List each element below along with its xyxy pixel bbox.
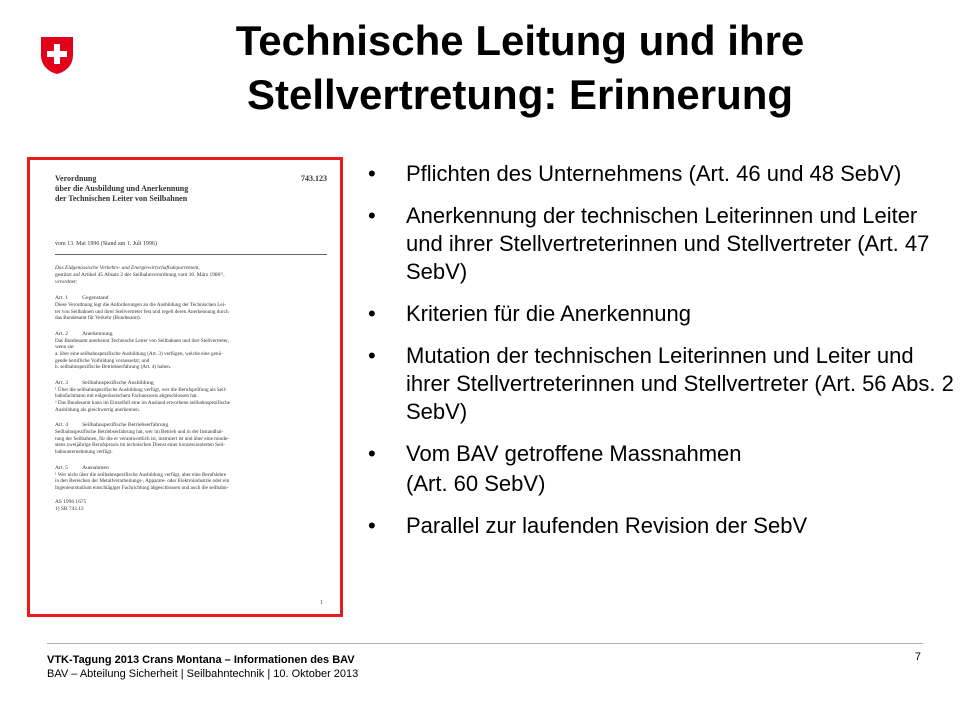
bullet-text: Pflichten des Unternehmens (Art. 46 und 48 SebV) (406, 161, 902, 186)
swiss-cross-shield-icon (37, 35, 77, 75)
article-text: Diese Verordnung legt die Anforderungen an die Ausbildung der Technischen Lei- ter von Seilbahnen und ihrer Stellvertreter fest und regelt deren Anerkennung durch das Bundesamt für Verkehr (Bundesamt). (55, 302, 229, 322)
article-heading: Seilbahnspezifische Betriebserfahrung (82, 422, 169, 429)
page-title: Technische Leitung und ihre Stellvertretung: Erinnerung (235, 17, 805, 118)
document-page-number: 1 (320, 600, 323, 606)
article-number: Art. 1 (55, 295, 69, 301)
bullet-dot: • (368, 441, 376, 466)
document-preamble-line: Das Eidgenössische Verkehrs- und Energiewirtschaftsdepartement, (55, 265, 200, 271)
document-preamble (55, 265, 327, 286)
footer-divider (47, 643, 923, 644)
article-number: Art. 5 (55, 464, 69, 471)
article-text: Seilbahnspezifische Betriebserfahrung hat, wer im Betrieb und in der Instandhal- tung der Seilbahnen, für die er verantwortlich ist, instruiert ist und über eine minde- stens zweijährige Berufspraxis im technischen Dienst einer konzessionierten Seil- bahnunternehmung verfügt. (55, 429, 229, 455)
article-text: ¹ Über die seilbahnspezifische Ausbildung verfügt, wer die Berufsprüfung als Seil- bahnfachmann mit eidgenössischem Fachausweis abgeschlossen hat. ² Das Bundesamt kann im Einzelfall eine im Ausland erworbene seilbahnspezifische Ausbildung als gleichwertig anerkennen. (55, 386, 230, 413)
bullet-dot: • (368, 203, 376, 228)
footer-event: VTK-Tagung 2013 Crans Montana – Informationen des BAV (47, 654, 355, 666)
bullet-item (366, 300, 956, 328)
bullet-dot: • (368, 161, 376, 186)
document-divider (55, 254, 327, 255)
article-number: Art. 3 (55, 379, 69, 386)
article-heading: Seilbahnspezifische Ausbildung (82, 379, 154, 386)
bullet-text: Kriterien für die Anerkennung (406, 301, 691, 326)
bullet-item (366, 160, 956, 188)
document-article (55, 421, 327, 455)
bullet-text: Mutation der technischen Leiterinnen und Leiter und ihrer Stellvertreterinnen und Stellvertreter (Art. 56 Abs. 2 SebV) (406, 343, 954, 424)
bullet-text: Anerkennung der technischen Leiterinnen und Leiter und ihrer Stellvertreterinnen und Stellvertreter (Art. 47 SebV) (406, 203, 930, 284)
bullet-dot: • (368, 301, 376, 326)
bullet-item (366, 342, 956, 426)
document-date: vom 13. Mai 1996 (Stand am 1. Juli 1996) (55, 241, 157, 247)
bullet-dot: • (368, 513, 376, 538)
bullet-list (366, 160, 956, 554)
document-preamble-line: verordnet: (55, 279, 78, 285)
document-heading: Verordnung über die Ausbildung und Anerkennung der Technischen Leiter von Seilbahnen (55, 174, 189, 203)
bullet-continuation (366, 470, 956, 498)
document-number: 743.123 (301, 174, 327, 183)
article-heading: Anerkennung (82, 330, 113, 337)
bullet-item (366, 512, 956, 540)
document-article (55, 464, 327, 492)
article-number: Art. 2 (55, 330, 69, 337)
bullet-text: Vom BAV getroffene Massnahmen (406, 441, 742, 466)
article-heading: Ausnahmen (82, 464, 109, 471)
article-text: Das Bundesamt anerkennt Technische Leiter von Seilbahnen und ihre Stellvertreter, wenn sie: a. über eine seilbahnspezifische Ausbildung (Art. 3) verfügen, welche eine genü- gende berufliche Vorbildung voraussetzt; und b. seilbahnspezifische Betriebserfahrung (Art. 4) haben. (55, 337, 229, 371)
document-article (55, 294, 327, 322)
article-number: Art. 4 (55, 422, 69, 429)
document-thumbnail (27, 157, 343, 617)
article-text: ¹ Wer nicht über die seilbahnspezifische Ausbildung verfügt, aber eine Berufslehre in den Bereichen der Metallverarbeitungs-, Apparate- oder Elektroindustrie oder ein Ingenieurstudium einschlägiger Fachrichtung abgeschlossen und auch die seilbahn- (55, 471, 230, 491)
document-article (55, 379, 327, 413)
document-footnote: AS 1996 1675 1) SR 743.12 (55, 499, 87, 513)
bullet-text: Parallel zur laufenden Revision der SebV (406, 513, 808, 538)
document-page (55, 174, 327, 614)
bullet-item (366, 202, 956, 286)
bullet-item (366, 440, 956, 468)
bullet-continuation-text: (Art. 60 SebV) (406, 471, 546, 496)
page-number: 7 (914, 651, 921, 663)
article-heading: Gegenstand (82, 295, 109, 301)
footer-department: BAV – Abteilung Sicherheit | Seilbahntechnik | 10. Oktober 2013 (47, 668, 359, 680)
bullet-dot: • (368, 343, 376, 368)
document-article (55, 330, 327, 371)
document-preamble-line: gestützt auf Artikel 45 Absatz 2 der Seilbahnverordnung vom 10. März 1986¹⁾, (55, 272, 225, 278)
